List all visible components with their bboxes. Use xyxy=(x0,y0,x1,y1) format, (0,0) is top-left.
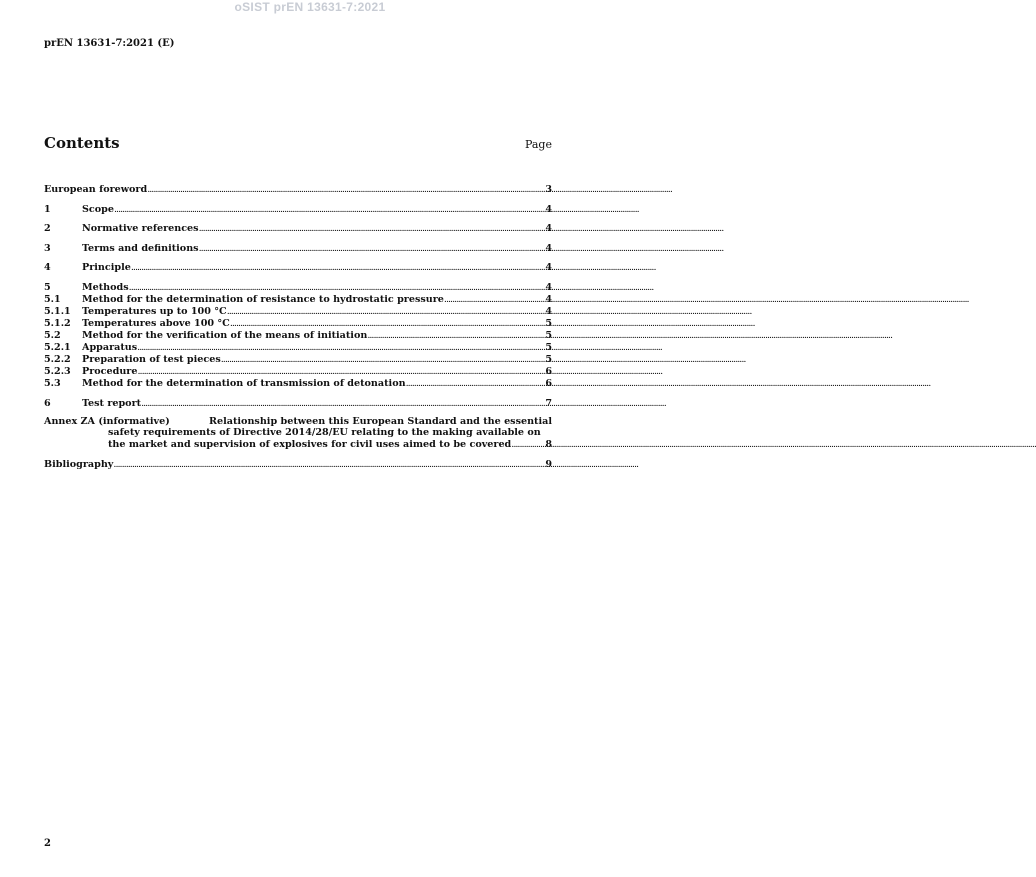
dot-leader xyxy=(137,342,543,354)
toc-entry-title: Method for the determination of transmission of detonation xyxy=(82,377,406,389)
toc-entry-title: Principle xyxy=(82,262,131,274)
dot-leader xyxy=(444,294,543,306)
toc-entry-page: 4 xyxy=(545,281,552,293)
toc-entry-title: Temperatures above 100 °C xyxy=(82,317,230,329)
toc-entry-5-1-2[interactable] xyxy=(44,318,552,330)
table-of-contents xyxy=(44,184,552,471)
toc-entry-page: 7 xyxy=(545,397,552,409)
dot-leader xyxy=(199,243,544,255)
toc-entry-number: 5.1 xyxy=(44,293,61,305)
toc-entry-title: Bibliography xyxy=(44,458,114,470)
toc-entry-page: 3 xyxy=(545,184,552,195)
toc-entry-page: 5 xyxy=(545,341,552,353)
toc-entry-title: Method for the verification of the means of initiation xyxy=(82,329,368,341)
dot-leader xyxy=(406,378,544,390)
toc-entry-5-2-2[interactable] xyxy=(44,354,552,366)
toc-entry-number: 2 xyxy=(44,223,51,235)
dot-leader xyxy=(114,204,543,216)
dot-leader xyxy=(137,366,543,378)
annex-title-line2: safety requirements of Directive 2014/28/EU relating to the making available on xyxy=(108,427,541,439)
contents-heading: Contents xyxy=(44,134,120,152)
toc-entry-page: 4 xyxy=(545,305,552,317)
toc-entry-page: 4 xyxy=(545,203,552,215)
annex-title-line1: Relationship between this European Standard and the essential xyxy=(209,415,552,427)
toc-entry-title: Scope xyxy=(82,203,114,215)
toc-entry-number: 5 xyxy=(44,281,51,293)
toc-entry-number: 4 xyxy=(44,262,51,274)
annex-title-line3: the market and supervision of explosives for civil uses aimed to be covered xyxy=(108,439,512,451)
toc-entry-title: Normative references xyxy=(82,223,199,235)
toc-entry-title: Methods xyxy=(82,281,129,293)
toc-entry-title: Apparatus xyxy=(82,341,138,353)
toc-entry-page: 5 xyxy=(545,353,552,365)
dot-leader xyxy=(147,184,543,196)
toc-entry-number: 5.1.2 xyxy=(44,317,71,329)
toc-entry-foreword[interactable] xyxy=(44,184,552,196)
toc-entry-number: 3 xyxy=(44,242,51,254)
toc-entry-page: 4 xyxy=(545,223,552,235)
dot-leader xyxy=(113,459,543,471)
toc-entry-5-1[interactable] xyxy=(44,294,552,306)
toc-entry-title: Preparation of test pieces xyxy=(82,353,221,365)
toc-entry-bibliography[interactable] xyxy=(44,459,552,471)
dot-leader xyxy=(129,282,544,294)
toc-entry-page: 5 xyxy=(545,329,552,341)
toc-entry-annex-za[interactable] xyxy=(44,416,552,451)
toc-entry-5-2-3[interactable] xyxy=(44,366,552,378)
toc-entry-5-2-1[interactable] xyxy=(44,342,552,354)
toc-entry-normative-references[interactable] xyxy=(44,223,552,235)
toc-entry-page: 6 xyxy=(545,365,552,377)
toc-entry-title: Procedure xyxy=(82,365,138,377)
toc-entry-5-3[interactable] xyxy=(44,378,552,390)
toc-entry-number: 5.2.2 xyxy=(44,353,71,365)
toc-entry-scope[interactable] xyxy=(44,204,552,216)
toc-entry-page: 9 xyxy=(545,458,552,470)
dot-leader xyxy=(511,439,543,451)
toc-entry-number: 5.2 xyxy=(44,329,61,341)
toc-entry-number: 1 xyxy=(44,203,51,215)
toc-entry-methods[interactable] xyxy=(44,282,552,294)
annex-label: Annex ZA (informative) xyxy=(44,415,170,427)
page-column-label: Page xyxy=(524,138,552,151)
dot-leader xyxy=(227,306,544,318)
dot-leader xyxy=(230,318,543,330)
document-reference: prEN 13631-7:2021 (E) xyxy=(44,38,175,49)
toc-entry-page: 4 xyxy=(545,262,552,274)
toc-entry-title: Test report xyxy=(82,397,142,409)
toc-entry-number: 5.3 xyxy=(44,377,61,389)
toc-entry-principle[interactable] xyxy=(44,262,552,274)
toc-entry-5-1-1[interactable] xyxy=(44,306,552,318)
dot-leader xyxy=(141,398,543,410)
toc-entry-test-report[interactable] xyxy=(44,398,552,410)
toc-entry-number: 5.1.1 xyxy=(44,305,71,317)
toc-entry-number: 5.2.1 xyxy=(44,341,71,353)
toc-entry-terms-and-definitions[interactable] xyxy=(44,243,552,255)
toc-entry-title: Temperatures up to 100 °C xyxy=(82,305,227,317)
toc-entry-page: 4 xyxy=(545,242,552,254)
dot-leader xyxy=(221,354,544,366)
dot-leader xyxy=(199,223,544,235)
toc-entry-page: 5 xyxy=(545,317,552,329)
annex-last-line xyxy=(44,439,552,451)
toc-entry-title: Terms and definitions xyxy=(82,242,199,254)
toc-entry-page: 6 xyxy=(545,377,552,389)
toc-entry-page: 4 xyxy=(545,293,552,305)
toc-entry-number: 6 xyxy=(44,397,51,409)
toc-entry-title: European foreword xyxy=(44,184,148,195)
watermark: oSIST prEN 13631-7:2021 xyxy=(234,0,386,14)
page-number: 2 xyxy=(44,838,51,849)
toc-entry-title: Method for the determination of resistance to hydrostatic pressure xyxy=(82,293,444,305)
annex-first-line xyxy=(44,416,552,428)
toc-entry-number: 5.2.3 xyxy=(44,365,71,377)
toc-entry-page: 8 xyxy=(545,439,552,451)
dot-leader xyxy=(367,330,543,342)
toc-entry-5-2[interactable] xyxy=(44,330,552,342)
dot-leader xyxy=(131,262,543,274)
